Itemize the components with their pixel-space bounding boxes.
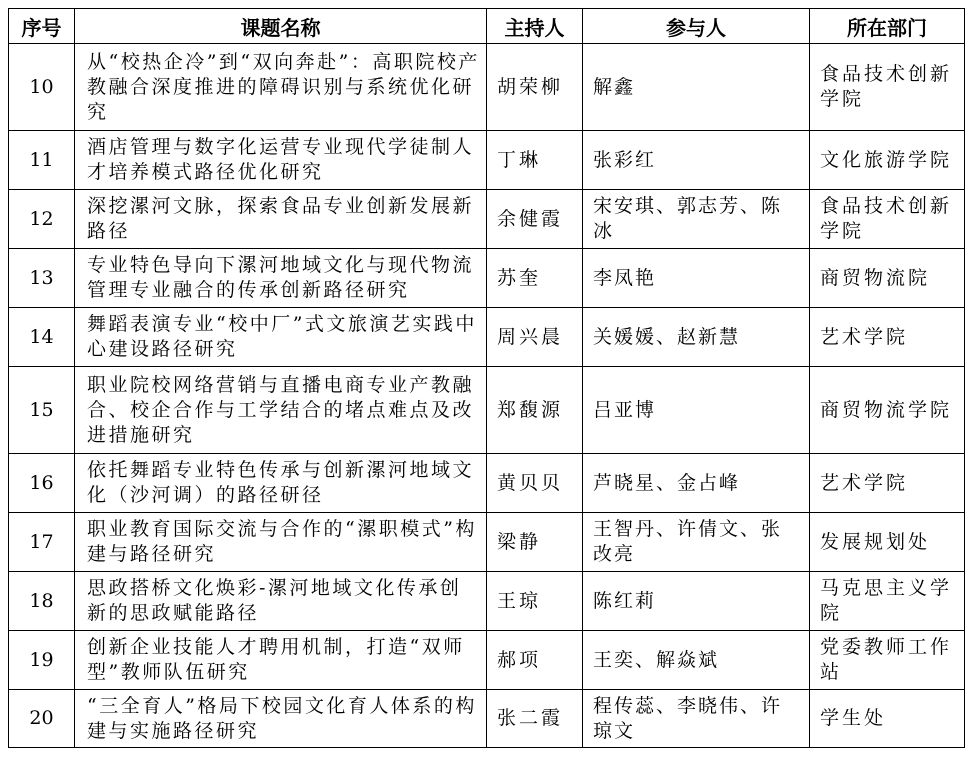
cell-title: 依托舞蹈专业特色传承与创新漯河地域文化（沙河调）的路径研径 (75, 454, 487, 513)
table-row (9, 513, 965, 572)
cell-dept: 马克思主义学院 (810, 572, 965, 631)
cell-dept: 艺术学院 (810, 308, 965, 367)
table-row (9, 631, 965, 690)
cell-participants: 李凤艳 (583, 249, 810, 308)
header-title: 课题名称 (75, 9, 487, 44)
cell-no: 12 (9, 190, 75, 249)
header-row (9, 9, 965, 44)
cell-title: 职业教育国际交流与合作的“漯职模式”构建与路径研究 (75, 513, 487, 572)
table-row (9, 249, 965, 308)
cell-title: 职业院校网络营销与直播电商专业产教融合、校企合作与工学结合的堵点难点及改进措施研究 (75, 367, 487, 454)
cell-dept: 食品技术创新学院 (810, 44, 965, 131)
table-row (9, 572, 965, 631)
cell-host: 郑馥源 (487, 367, 583, 454)
cell-title: 专业特色导向下漯河地域文化与现代物流管理专业融合的传承创新路径研究 (75, 249, 487, 308)
cell-dept: 食品技术创新学院 (810, 190, 965, 249)
cell-participants: 芦晓星、金占峰 (583, 454, 810, 513)
cell-host: 胡荣柳 (487, 44, 583, 131)
cell-no: 14 (9, 308, 75, 367)
cell-participants: 陈红莉 (583, 572, 810, 631)
cell-dept: 商贸物流学院 (810, 367, 965, 454)
cell-dept: 文化旅游学院 (810, 131, 965, 190)
cell-no: 13 (9, 249, 75, 308)
cell-no: 11 (9, 131, 75, 190)
table-row (9, 308, 965, 367)
cell-participants: 王智丹、许倩文、张改亮 (583, 513, 810, 572)
cell-participants: 王奕、解焱斌 (583, 631, 810, 690)
cell-host: 梁静 (487, 513, 583, 572)
cell-no: 18 (9, 572, 75, 631)
cell-host: 余健霞 (487, 190, 583, 249)
cell-host: 丁琳 (487, 131, 583, 190)
cell-title: “三全育人”格局下校园文化育人体系的构建与实施路径研究 (75, 690, 487, 748)
header-dept: 所在部门 (810, 9, 965, 44)
cell-participants: 张彩红 (583, 131, 810, 190)
table-row (9, 44, 965, 131)
cell-host: 周兴晨 (487, 308, 583, 367)
table-row (9, 131, 965, 190)
cell-no: 10 (9, 44, 75, 131)
table-row (9, 690, 965, 748)
cell-host: 苏奎 (487, 249, 583, 308)
cell-title: 创新企业技能人才聘用机制，打造“双师型”教师队伍研究 (75, 631, 487, 690)
cell-dept: 发展规划处 (810, 513, 965, 572)
cell-participants: 解鑫 (583, 44, 810, 131)
cell-dept: 党委教师工作站 (810, 631, 965, 690)
cell-participants: 关媛媛、赵新慧 (583, 308, 810, 367)
cell-title: 思政搭桥文化焕彩-漯河地域文化传承创新的思政赋能路径 (75, 572, 487, 631)
header-host: 主持人 (487, 9, 583, 44)
cell-no: 17 (9, 513, 75, 572)
cell-host: 王琼 (487, 572, 583, 631)
table-row (9, 454, 965, 513)
cell-title: 从“校热企冷”到“双向奔赴”：高职院校产教融合深度推进的障碍识别与系统优化研究 (75, 44, 487, 131)
cell-dept: 艺术学院 (810, 454, 965, 513)
cell-participants: 宋安琪、郭志芳、陈冰 (583, 190, 810, 249)
cell-host: 黄贝贝 (487, 454, 583, 513)
cell-participants: 吕亚博 (583, 367, 810, 454)
header-no: 序号 (9, 9, 75, 44)
cell-title: 深挖漯河文脉，探索食品专业创新发展新路径 (75, 190, 487, 249)
cell-dept: 学生处 (810, 690, 965, 748)
cell-no: 19 (9, 631, 75, 690)
cell-title: 酒店管理与数字化运营专业现代学徒制人才培养模式路径优化研究 (75, 131, 487, 190)
cell-title: 舞蹈表演专业“校中厂”式文旅演艺实践中心建设路径研究 (75, 308, 487, 367)
cell-host: 郝项 (487, 631, 583, 690)
cell-no: 16 (9, 454, 75, 513)
cell-no: 15 (9, 367, 75, 454)
cell-host: 张二霞 (487, 690, 583, 748)
cell-dept: 商贸物流院 (810, 249, 965, 308)
project-table (8, 8, 965, 748)
header-participants: 参与人 (583, 9, 810, 44)
cell-no: 20 (9, 690, 75, 748)
cell-participants: 程传蕊、李晓伟、许琼文 (583, 690, 810, 748)
table-row (9, 190, 965, 249)
table-row (9, 367, 965, 454)
